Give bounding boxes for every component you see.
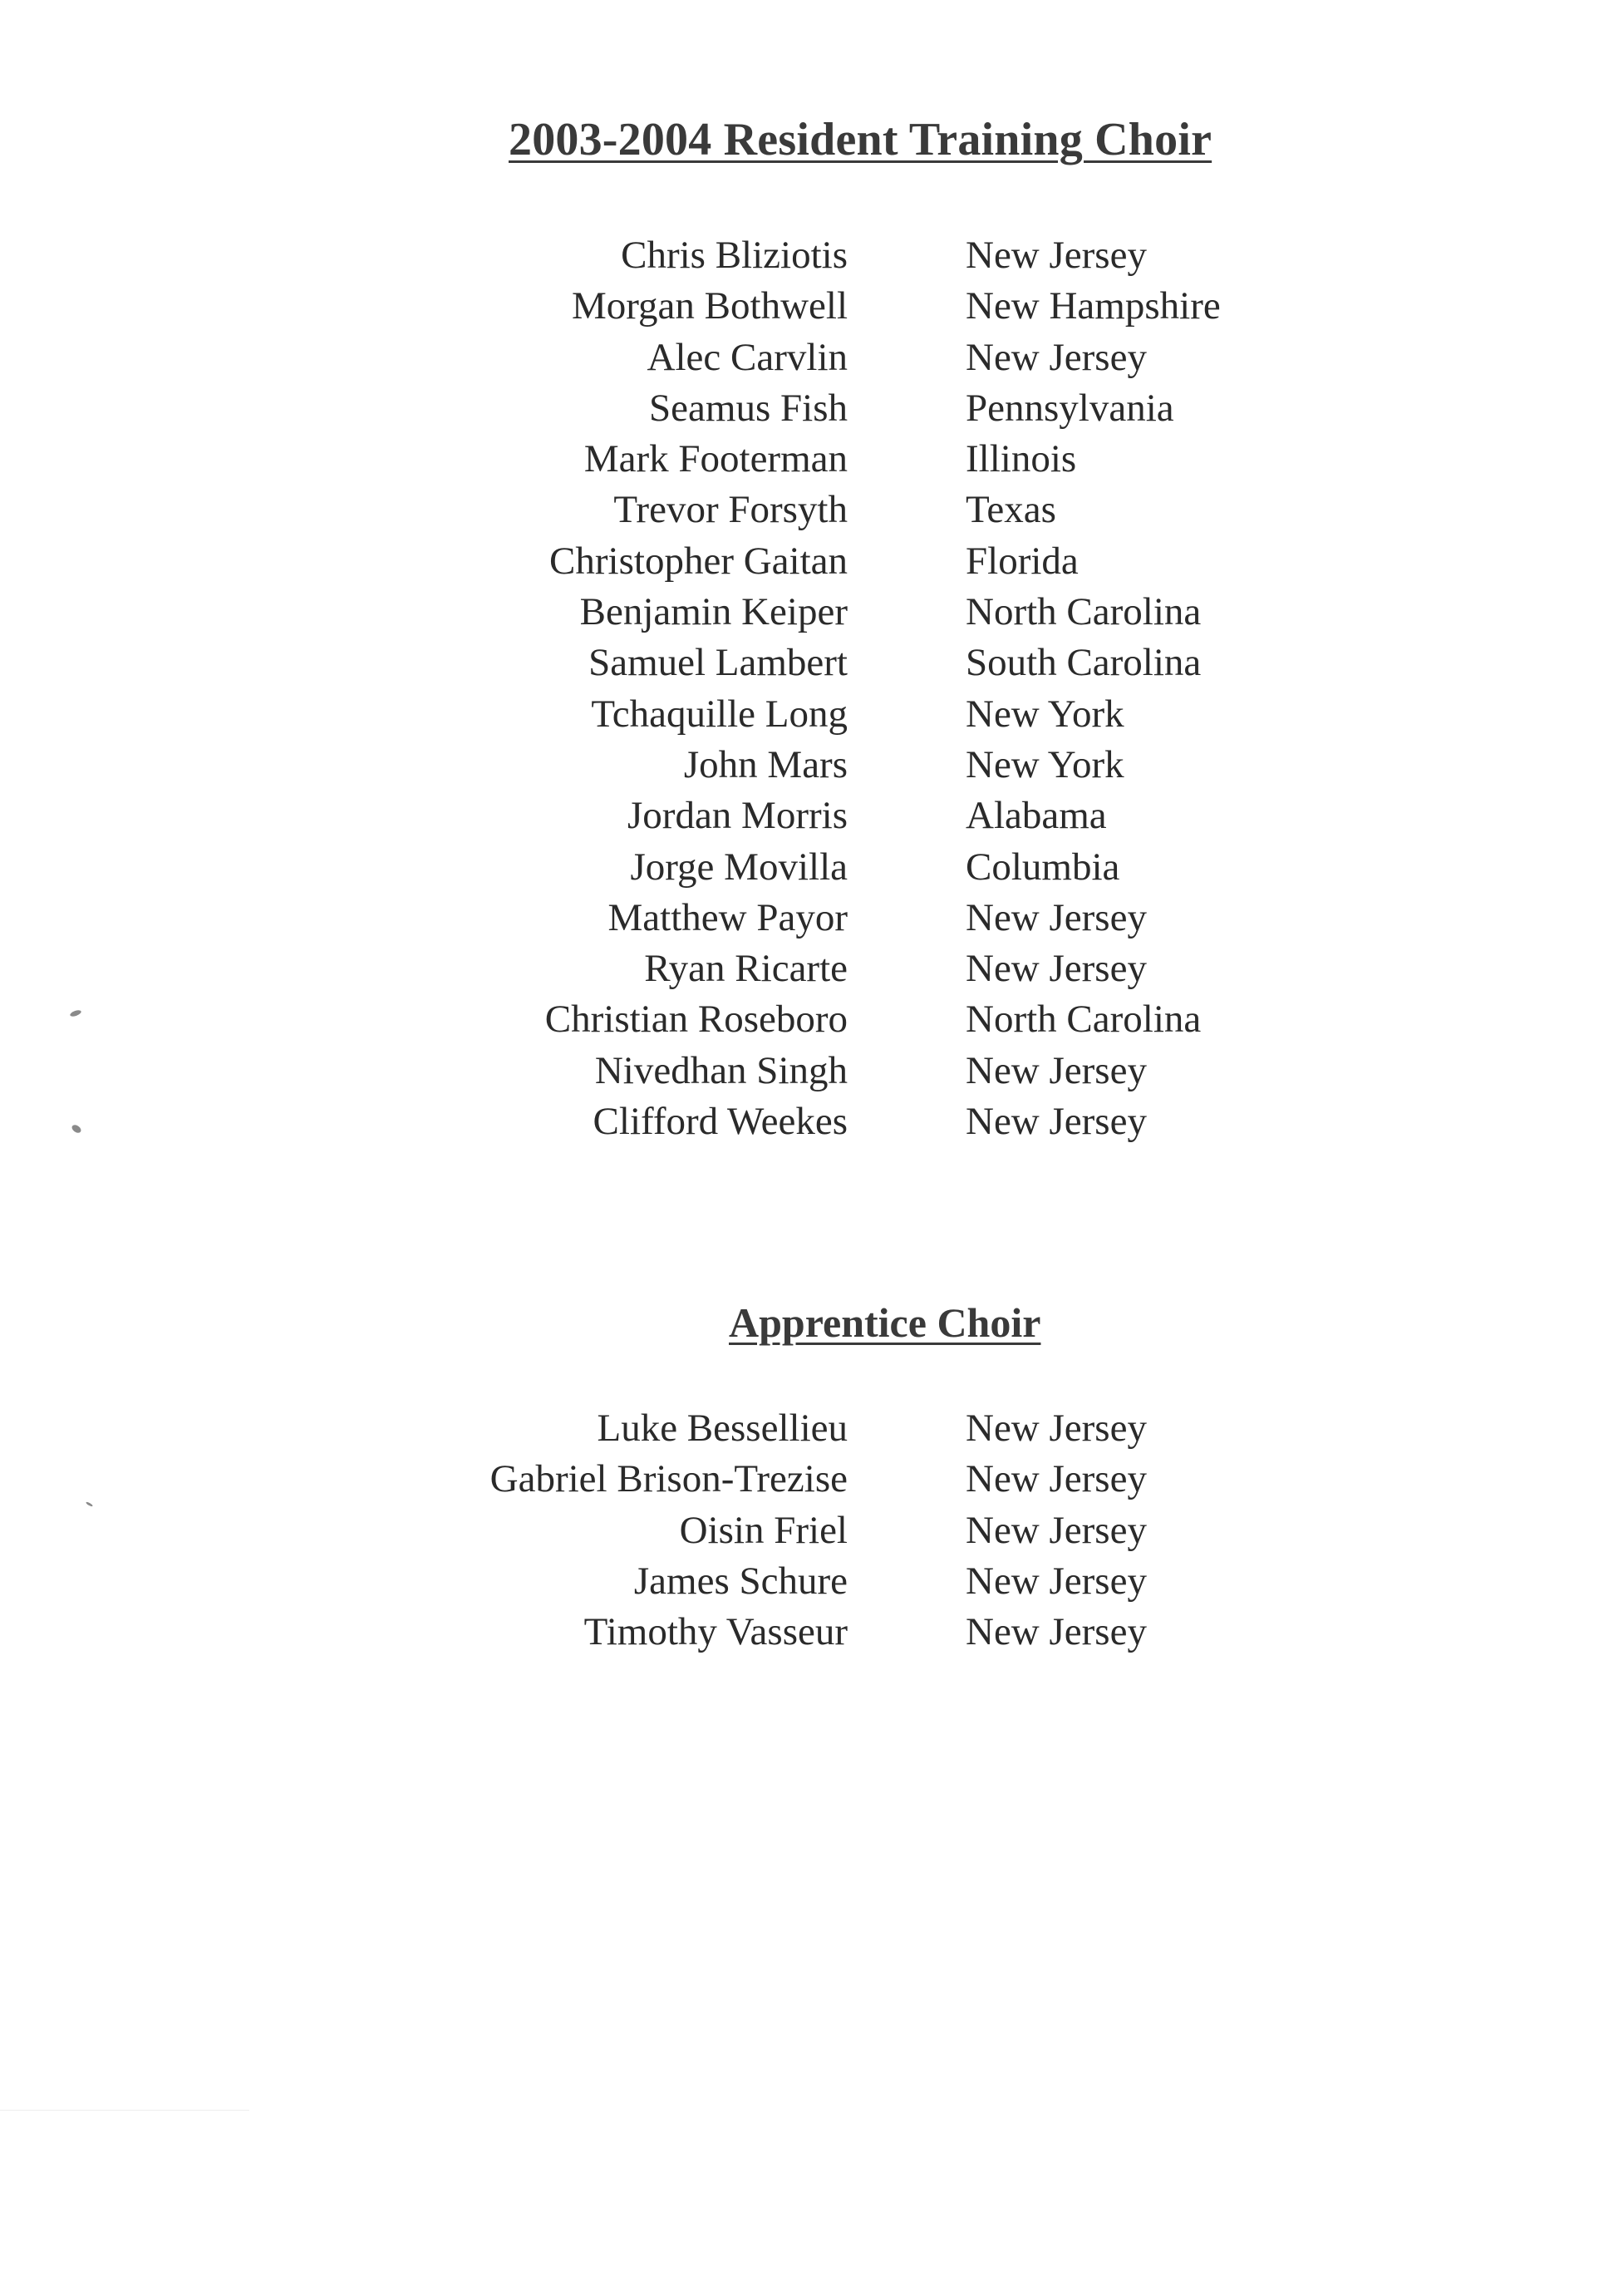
member-name: Alec Carvlin: [647, 335, 848, 379]
member-state: Alabama: [966, 794, 1107, 838]
member-name: Timothy Vasseur: [583, 1610, 848, 1654]
roster-row: [0, 689, 1623, 740]
roster-row: [0, 230, 1623, 281]
member-state: Texas: [966, 488, 1056, 532]
roster-row: [0, 333, 1623, 383]
member-state: New Jersey: [966, 1100, 1147, 1144]
member-state: New Jersey: [966, 895, 1147, 939]
member-state: New Jersey: [966, 947, 1147, 991]
roster-row: [0, 1096, 1623, 1147]
roster-row: [0, 944, 1623, 994]
member-state: Illinois: [966, 437, 1077, 481]
member-state: New Jersey: [966, 1610, 1147, 1654]
member-name: Clifford Weekes: [593, 1100, 848, 1144]
member-name: John Mars: [683, 742, 848, 786]
member-state: North Carolina: [966, 590, 1202, 634]
member-name: Christopher Gaitan: [549, 539, 848, 583]
roster-row: [0, 1607, 1623, 1658]
roster-row: [0, 536, 1623, 587]
member-state: New Jersey: [966, 335, 1147, 379]
member-state: New Jersey: [966, 1559, 1147, 1603]
roster-row: [0, 281, 1623, 332]
member-name: Tchaquille Long: [591, 692, 848, 736]
resident-choir-roster: [0, 230, 1623, 1147]
roster-row: [0, 587, 1623, 638]
member-state: South Carolina: [966, 641, 1202, 685]
member-name: Trevor Forsyth: [613, 488, 848, 532]
member-name: Samuel Lambert: [588, 641, 848, 685]
roster-row: [0, 1046, 1623, 1096]
member-name: Jordan Morris: [627, 794, 848, 838]
member-name: Christian Roseboro: [544, 998, 848, 1042]
member-name: Benjamin Keiper: [579, 590, 848, 634]
roster-row: [0, 791, 1623, 841]
member-state: New Jersey: [966, 1508, 1147, 1552]
member-name: Chris Bliziotis: [621, 234, 848, 277]
roster-row: [0, 1403, 1623, 1454]
member-state: New Jersey: [966, 234, 1147, 277]
member-name: Seamus Fish: [649, 386, 848, 430]
member-name: Morgan Bothwell: [571, 284, 848, 328]
member-state: New York: [966, 742, 1124, 786]
member-name: Gabriel Brison-Trezise: [489, 1457, 848, 1501]
roster-row: [0, 1505, 1623, 1556]
member-name: Jorge Movilla: [630, 845, 848, 889]
member-state: New Hampshire: [966, 284, 1221, 328]
member-state: Florida: [966, 539, 1079, 583]
roster-row: [0, 994, 1623, 1045]
apprentice-choir-roster: [0, 1403, 1623, 1658]
member-name: James Schure: [633, 1559, 848, 1603]
member-name: Ryan Ricarte: [644, 947, 848, 991]
member-state: New Jersey: [966, 1048, 1147, 1092]
roster-row: [0, 1556, 1623, 1607]
member-state: New Jersey: [966, 1407, 1147, 1450]
member-state: North Carolina: [966, 998, 1202, 1042]
roster-row: [0, 434, 1623, 485]
member-name: Matthew Payor: [607, 895, 848, 939]
roster-row: [0, 842, 1623, 893]
member-name: Luke Bessellieu: [597, 1407, 848, 1450]
roster-row: [0, 383, 1623, 434]
member-state: New York: [966, 692, 1124, 736]
member-state: New Jersey: [966, 1457, 1147, 1501]
scan-fold-line: [0, 2110, 249, 2111]
roster-row: [0, 740, 1623, 791]
member-state: Columbia: [966, 845, 1120, 889]
roster-row: [0, 638, 1623, 688]
member-name: Mark Footerman: [583, 437, 848, 481]
member-state: Pennsylvania: [966, 386, 1174, 430]
member-name: Nivedhan Singh: [594, 1048, 848, 1092]
member-name: Oisin Friel: [679, 1508, 848, 1552]
apprentice-choir-title: Apprentice Choir: [729, 1299, 1041, 1346]
roster-row: [0, 893, 1623, 944]
roster-row: [0, 485, 1623, 535]
roster-row: [0, 1454, 1623, 1505]
resident-choir-title: 2003-2004 Resident Training Choir: [509, 114, 1212, 165]
